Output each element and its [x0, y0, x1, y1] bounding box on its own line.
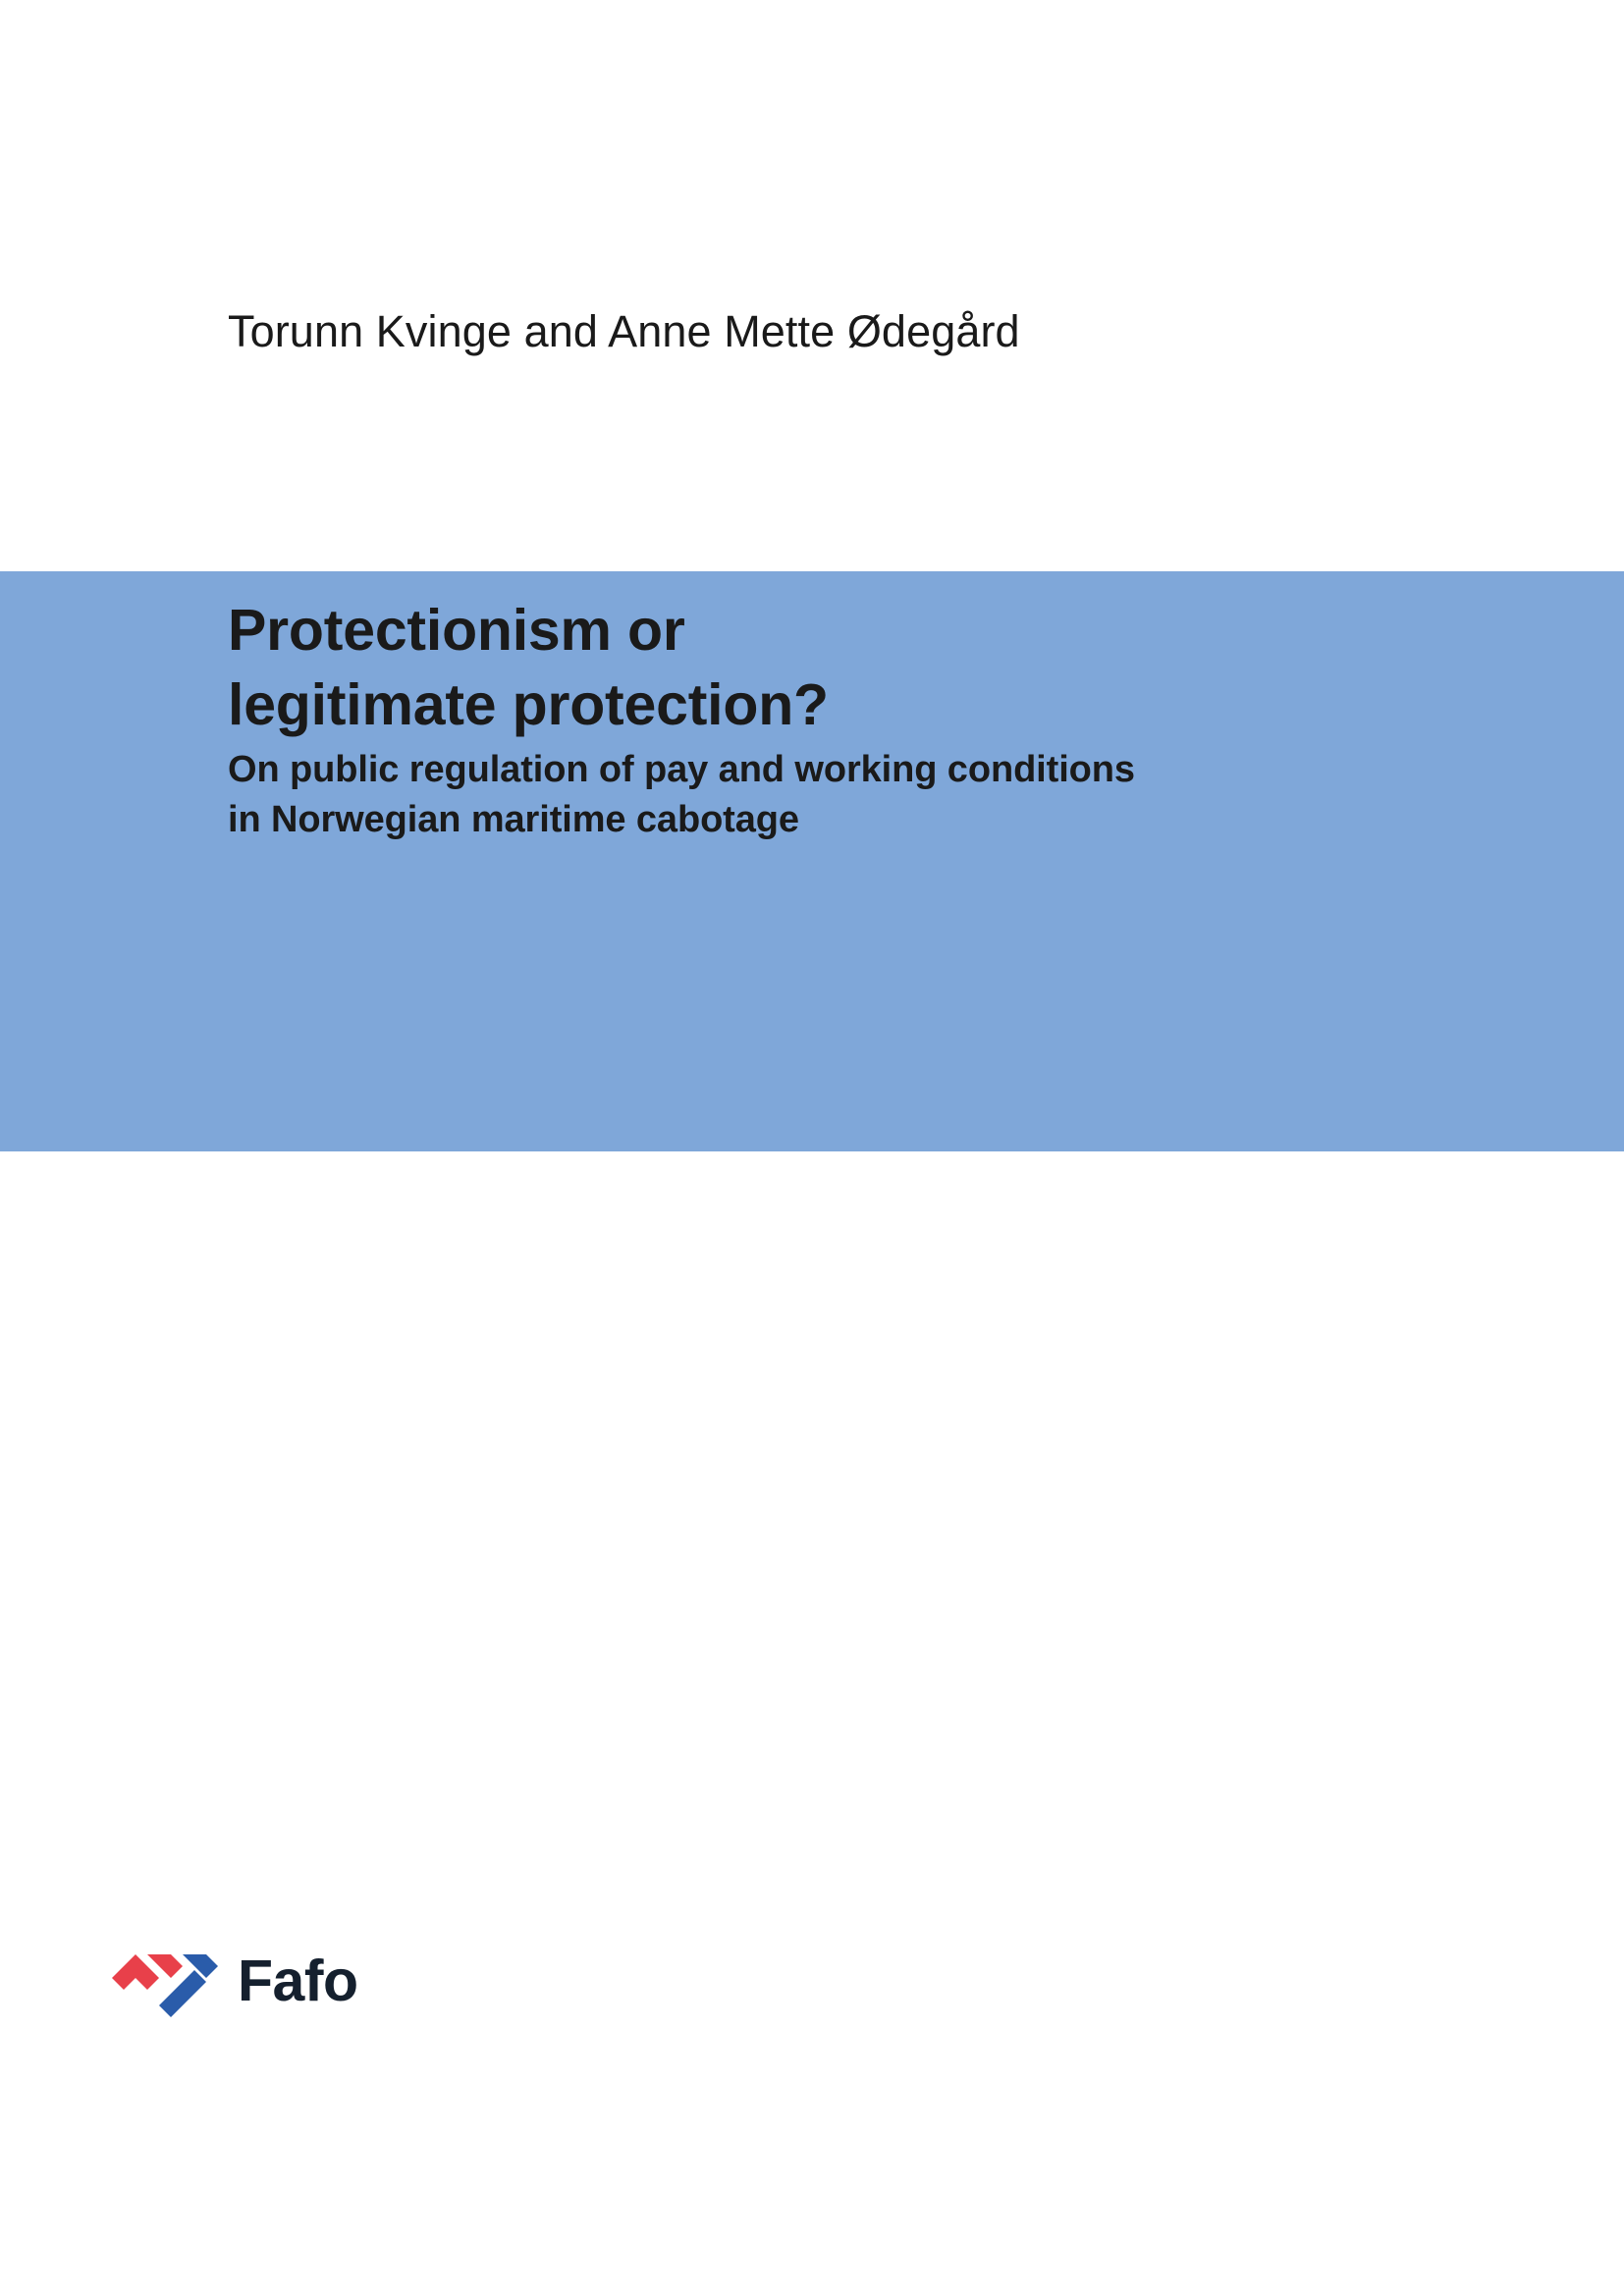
title-line-2: legitimate protection?: [228, 671, 829, 737]
fafo-logo-icon: [106, 1939, 224, 2023]
subtitle-line-2: in Norwegian maritime cabotage: [228, 799, 799, 841]
title-line-1: Protectionism or: [228, 598, 685, 663]
title-block: [228, 597, 1543, 845]
publisher-name: Fafo: [238, 1948, 358, 2013]
subtitle-line-1: On public regulation of pay and working conditions: [228, 749, 1135, 791]
publisher-logo: [106, 1939, 358, 2023]
author-names: Torunn Kvinge and Anne Mette Ødegård: [228, 306, 1020, 356]
